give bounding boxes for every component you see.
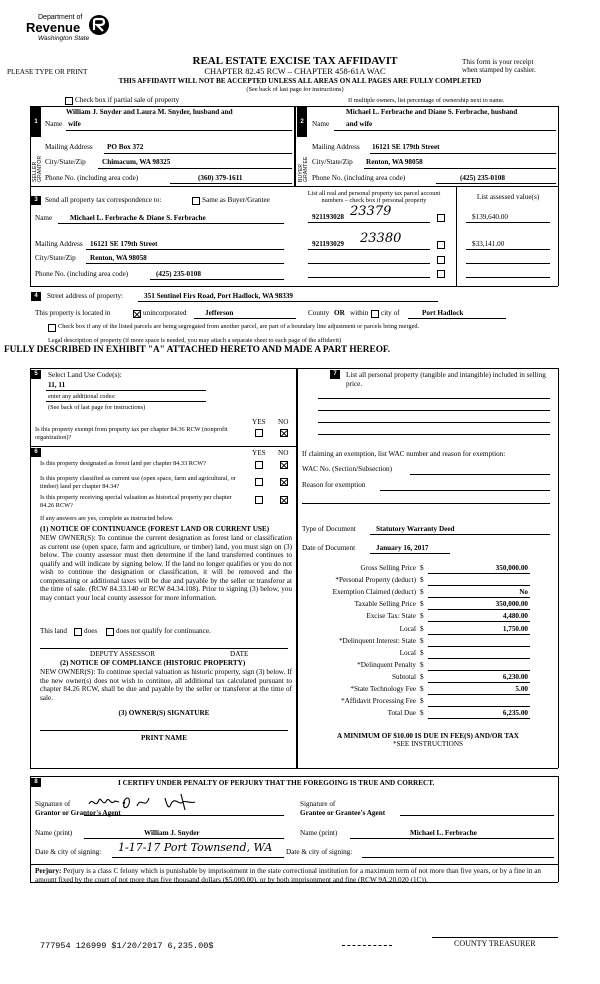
tax-value: 4,480.00: [502, 612, 528, 620]
form-title: REAL ESTATE EXCISE TAX AFFIDAVIT: [192, 55, 398, 67]
buyer-city: Renton, WA 98058: [366, 158, 423, 166]
buyer-mail: 16121 SE 179th Street: [372, 143, 440, 151]
parcel-personal-checkbox[interactable]: [437, 270, 445, 278]
tax-label: *State Technology Fee: [350, 685, 416, 693]
tax-label: *Delinquent Interest: State: [338, 637, 416, 645]
parcel-handwritten: 23380: [360, 231, 402, 246]
currency-sign: $: [420, 625, 424, 633]
exempt-question: Is this property exempt from property tax per chapter 84.36 RCW (nonprofit organization)?: [35, 426, 228, 441]
currency-sign: $: [420, 673, 424, 681]
yes-header-6: YES: [252, 449, 266, 457]
buyer-mail-label: Mailing Address: [312, 143, 360, 151]
parcel-number: 921193028: [312, 213, 344, 221]
dept-line1: Department of: [38, 14, 83, 21]
section-5-number: 5: [31, 370, 41, 379]
currency-sign: $: [420, 685, 424, 693]
yes-header-5: YES: [252, 418, 266, 426]
exemption-claim-label: If claiming an exemption, list WAC number and reason for exemption:: [302, 450, 506, 458]
unincorporated-label: unincorporated: [143, 309, 187, 317]
current-use-no-checkbox[interactable]: [280, 478, 288, 486]
section-6-number: 6: [31, 448, 41, 457]
tax-label: Subtotal: [392, 673, 416, 681]
tax-label: *Delinquent Penalty: [357, 661, 416, 669]
wac-label: WAC No. (Section/Subsection): [302, 465, 393, 473]
currency-sign: $: [420, 661, 424, 669]
tax-value: 350,000.00: [495, 600, 528, 608]
corr-city-label: City/State/Zip: [35, 254, 76, 262]
no-header-6: NO: [278, 449, 289, 457]
tax-label: *Affidavit Processing Fee: [341, 697, 416, 705]
parcel-header-1: List all real and personal property tax parcel account: [307, 190, 441, 197]
revenue-logo-icon: [88, 14, 110, 36]
tax-value: 6,235.00: [502, 709, 528, 717]
grantee-date-label: Date & city of signing:: [286, 848, 353, 856]
receipt-line2: when stamped by cashier.: [462, 66, 536, 74]
buyer-name-line1: Michael L. Ferbrache and Diane S. Ferbrache, husband: [346, 108, 518, 116]
tax-value: 5.00: [515, 685, 528, 693]
tax-value: 6,230.00: [502, 673, 528, 681]
currency-sign: $: [420, 697, 424, 705]
deputy-date-label: DATE: [230, 650, 249, 658]
buyer-phone-label: Phone No. (including area code): [312, 174, 406, 182]
tax-label: *Personal Property (deduct): [335, 576, 416, 584]
corr-phone-label: Phone No. (including area code): [35, 270, 129, 278]
tax-label: Taxable Selling Price: [354, 600, 416, 608]
print-name-label: PRINT NAME: [141, 734, 187, 742]
doc-date-label: Date of Document: [302, 544, 356, 552]
tax-value: No: [519, 588, 528, 596]
compliance-text: NEW OWNER(S): To continue special valuation as historic property, sign (3) below. If the new owner(s) does not wish to continue, all additional tax calculated pursuant to chapter 84.26 RCW, shall be due and payable by the seller or transferor at the time of sale.: [40, 668, 292, 702]
buyer-city-label: City/State/Zip: [312, 158, 353, 166]
tax-label: Gross Selling Price: [360, 564, 416, 572]
land-use-code: 11, 11: [48, 381, 66, 389]
forest-question: Is this property designated as forest land per chapter 84.33 RCW?: [40, 460, 206, 467]
form-subtitle: CHAPTER 82.45 RCW – CHAPTER 458-61A WAC: [204, 66, 386, 76]
correspondence-label: Send all property tax correspondence to:: [45, 196, 162, 204]
minimum-due-note: A MINIMUM OF $10.00 IS DUE IN FEE(S) AND/OR TAX: [337, 732, 519, 740]
forest-no-checkbox[interactable]: [280, 461, 288, 469]
seller-mail-label: Mailing Address: [45, 143, 93, 151]
legal-label: Legal description of property (if more space is needed, you may attach a separate sheet to each page of the affidavit): [48, 337, 342, 344]
receipt-stamp: 777954 126999 $1/20/2017 6,235.00$: [40, 941, 214, 951]
perjury-text: Perjury is a class C felony which is punishable by imprisonment in the state correctional institution for a maximum term of not more than five years, or by a fine in an amount fixed by the court of not more than five thousand dollars ($5,000.00), or by both imprisonment and fine (RCW 9A.20.020 (1C)).: [35, 867, 541, 884]
street-address: 351 Sentinel Firs Road, Port Hadlock, WA 98339: [144, 292, 294, 300]
seller-name-line2: wife: [68, 120, 81, 128]
county-treasurer-label: COUNTY TREASURER: [454, 939, 536, 948]
parcel-value: $139,640.00: [472, 213, 508, 221]
seller-city: Chimacum, WA 98325: [102, 158, 171, 166]
perjury-label: Perjury:: [35, 867, 62, 875]
currency-sign: $: [420, 709, 424, 717]
doc-date: January 16, 2017: [376, 544, 429, 552]
certify-statement: I CERTIFY UNDER PENALTY OF PERJURY THAT THE FOREGOING IS TRUE AND CORRECT.: [118, 779, 435, 787]
buyer-name-line2: and wife: [346, 120, 373, 128]
grantee-name: Michael L. Ferbrache: [410, 829, 477, 837]
tax-value: 350,000.00: [495, 564, 528, 572]
section-3-number: 3: [31, 196, 41, 205]
additional-codes-label: enter any additional codes:: [48, 393, 116, 400]
assessed-header: List assessed value(s): [476, 193, 540, 201]
tax-label: Local: [399, 625, 416, 633]
county-value: Jefferson: [205, 309, 234, 317]
reason-label: Reason for exemption: [302, 481, 366, 489]
currency-sign: $: [420, 637, 424, 645]
does-label: does: [84, 627, 98, 635]
corr-name-label: Name: [35, 214, 53, 222]
grantor-signature-icon: [85, 792, 255, 814]
seller-name-line1: William J. Snyder and Laura M. Snyder, husband and: [66, 108, 233, 116]
currency-sign: $: [420, 600, 424, 608]
section-4-number: 4: [31, 292, 41, 301]
land-use-see-back: (See back of last page for instructions): [48, 404, 146, 411]
corr-name: Michael L. Ferbrache & Diane S. Ferbrache: [70, 214, 206, 222]
doc-type: Statutory Warranty Deed: [376, 525, 455, 533]
multiple-owners-label: If multiple owners, list percentage of ownership next to name.: [348, 97, 505, 104]
seller-city-label: City/State/Zip: [45, 158, 86, 166]
currency-sign: $: [420, 564, 424, 572]
does-not-label: does not qualify for continuance.: [116, 627, 211, 635]
parcel-personal-checkbox[interactable]: [437, 241, 445, 249]
see-back: (See back of last page for instructions): [246, 86, 344, 93]
parcel-value: $33,141.00: [472, 240, 505, 248]
continuance-text: NEW OWNER(S): To continue the current designation as forest land or classification as current use (open space, farm and agriculture, or timber) land, you must sign on (3) below. The county assessor must then determine if the land transferred continues to qualify and will indicate by signing below. If the land no longer qualifies or you do not wish to continue the designation or classification, it will be removed and the compensating or additional taxes will be due and payable by the seller or transferor at the time of sale. (RCW 84.33.140 or RCW 84.34.108). Prior to signing (3) below, you may contact your local county assessor for more information.: [40, 534, 292, 602]
buyer-name-label: Name: [312, 120, 330, 128]
dept-line2: Revenue: [26, 20, 81, 35]
compliance-title: (2) NOTICE OF COMPLIANCE (HISTORIC PROPERTY): [60, 659, 246, 667]
dept-line3: Washington State: [38, 35, 90, 42]
buyer-phone: (425) 235-0108: [460, 174, 505, 182]
forest-yes-checkbox[interactable]: [255, 461, 263, 469]
seller-mail: PO Box 372: [107, 143, 144, 151]
see-instructions: *SEE INSTRUCTIONS: [392, 740, 464, 748]
located-label: This property is located in: [35, 309, 111, 317]
seller-name-label: Name: [45, 120, 63, 128]
within-label: within: [350, 309, 369, 317]
current-use-question: Is this property classified as current use (open space, farm and agricultural, or timber) land per chapter 84.34?: [40, 475, 236, 490]
parcel-personal-checkbox[interactable]: [437, 214, 445, 222]
grantor-sig-label2: Grantor or Grantor's Agent: [35, 809, 121, 817]
currency-sign: $: [420, 649, 424, 657]
parcel-number: 921193029: [312, 240, 344, 248]
does-not-qualify-checkbox[interactable]: [106, 628, 114, 636]
doc-type-label: Type of Document: [302, 525, 356, 533]
currency-sign: $: [420, 588, 424, 596]
grantor-date-label: Date & city of signing:: [35, 848, 102, 856]
parcel-header-2: numbers – check box if personal property: [321, 197, 427, 204]
historic-no-checkbox[interactable]: [280, 496, 288, 504]
land-use-label: Select Land Use Code(s):: [48, 371, 122, 379]
please-type: PLEASE TYPE OR PRINT: [7, 68, 88, 76]
city-of-label: city of: [381, 309, 400, 317]
grantor-sig-label1: Signature of: [35, 800, 71, 808]
if-yes-note: If any answers are yes, complete as instructed below.: [40, 515, 174, 522]
grantee-sig-label2: Grantee or Grantee's Agent: [300, 809, 386, 817]
seller-phone: (360) 379-1611: [198, 174, 243, 182]
currency-sign: $: [420, 576, 424, 584]
grantor-name: William J. Snyder: [144, 829, 200, 837]
historic-question: Is this property receiving special valuation as historical property per chapter 84.26 RCW?: [40, 494, 232, 509]
county-label: County: [308, 309, 330, 317]
seller-phone-label: Phone No. (including area code): [45, 174, 139, 182]
segregation-checkbox[interactable]: [48, 324, 56, 332]
buyer-vertical-label: BUYER GRANTEE: [298, 156, 309, 182]
partial-sale-checkbox[interactable]: [65, 97, 73, 105]
seller-vertical-label: SELLER GRANTOR: [32, 155, 43, 182]
form-notice: THIS AFFIDAVIT WILL NOT BE ACCEPTED UNLESS ALL AREAS ON ALL PAGES ARE FULLY COMPLETED: [118, 77, 482, 85]
city-value: Port Hadlock: [422, 309, 464, 317]
same-as-buyer-checkbox[interactable]: [192, 197, 200, 205]
currency-sign: $: [420, 612, 424, 620]
receipt-line1: This form is your receipt: [462, 58, 534, 66]
tax-label: Total Due: [387, 709, 416, 717]
street-label: Street address of property:: [47, 292, 124, 300]
exempt-yes-checkbox[interactable]: [255, 429, 263, 437]
owner-signature-label: (3) OWNER(S) SIGNATURE: [118, 709, 210, 717]
deputy-assessor-label: DEPUTY ASSESSOR: [90, 650, 156, 658]
corr-phone: (425) 235-0108: [156, 270, 201, 278]
grantor-name-label: Name (print): [35, 829, 73, 837]
grantee-sig-label1: Signature of: [300, 800, 336, 808]
section-1-number: 1: [31, 118, 41, 127]
unincorporated-checkbox[interactable]: [133, 310, 141, 318]
corr-mail-label: Mailing Address: [35, 240, 83, 248]
historic-yes-checkbox[interactable]: [255, 496, 263, 504]
grantee-name-label: Name (print): [300, 829, 338, 837]
tax-label: Exemption Claimed (deduct): [332, 588, 416, 596]
tax-label: Local: [399, 649, 416, 657]
corr-city: Renton, WA 98058: [90, 254, 147, 262]
continuance-title: (1) NOTICE OF CONTINUANCE (FOREST LAND OR CURRENT USE): [40, 525, 270, 533]
grantor-date-city: 1-17-17 Port Townsend, WA: [118, 841, 273, 854]
segregation-label: Check box if any of the listed parcels are being segregated from another parcel, are part of a boundary line adjustment or parcels being merged.: [58, 323, 420, 330]
city-checkbox[interactable]: [371, 310, 379, 318]
partial-sale-label: Check box if partial sale of property: [75, 96, 180, 104]
this-land-label: This land: [40, 627, 67, 635]
section-8-number: 8: [31, 778, 41, 787]
exempt-no-checkbox[interactable]: [280, 429, 288, 437]
same-as-buyer-label: Same as Buyer/Grantee: [202, 196, 270, 204]
or-label: OR: [334, 309, 345, 317]
tax-label: Excise Tax: State: [366, 612, 416, 620]
corr-mail: 16121 SE 179th Street: [90, 240, 158, 248]
parcel-personal-checkbox[interactable]: [437, 256, 445, 264]
legal-description: FULLY DESCRIBED IN EXHIBIT "A" ATTACHED HERETO AND MADE A PART HEREOF.: [4, 345, 391, 355]
current-use-yes-checkbox[interactable]: [255, 478, 263, 486]
section-2-number: 2: [297, 118, 307, 127]
personal-property-label: List all personal property (tangible and intangible) included in selling price.: [346, 371, 546, 388]
parcel-handwritten: 23379: [350, 204, 392, 219]
section-7-number: 7: [330, 370, 340, 379]
no-header-5: NO: [278, 418, 289, 426]
tax-value: 1,750.00: [502, 625, 528, 633]
does-qualify-checkbox[interactable]: [74, 628, 82, 636]
